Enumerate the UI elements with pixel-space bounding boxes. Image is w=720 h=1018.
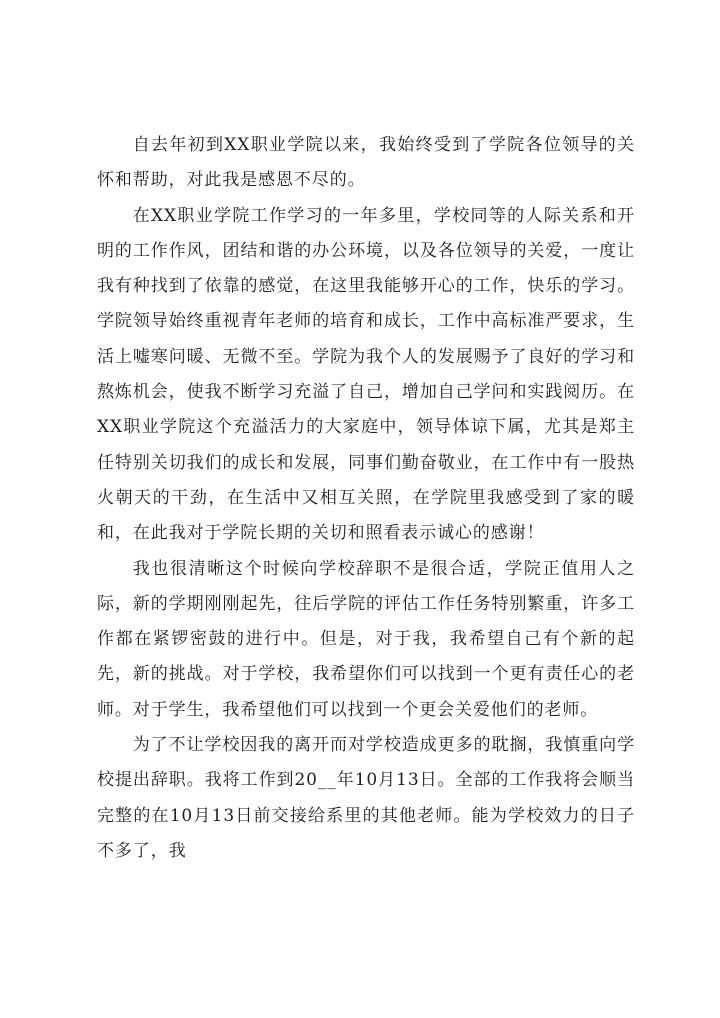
letter-body <box>97 128 635 869</box>
paragraph-resignation-reason: 我也很清晰这个时候向学校辞职不是很合适，学院正值用人之际，新的学期刚刚起先，往后学院的评估工作任务特别繁重，许多工作都在紧锣密鼓的进行中。但是，对于我，我希望自己有个新的起先，新的挑战。对于学校，我希望你们可以找到一个更有责任心的老师。对于学生，我希望他们可以找到一个更会关爱他们的老师。 <box>97 558 635 720</box>
paragraph-gratitude-intro: 自去年初到XX职业学院以来，我始终受到了学院各位领导的关怀和帮助，对此我是感恩不尽的。 <box>97 135 635 191</box>
paragraph-resignation-date: 为了不让学校因我的离开而对学校造成更多的耽搁，我慎重向学校提出辞职。我将工作到20__年10月13日。全部的工作我将会顺当完整的在10月13日前交接给系里的其他老师。能为学校效力的日子不多了，我 <box>97 735 635 861</box>
paragraph-work-experience: 在XX职业学院工作学习的一年多里，学校同等的人际关系和开明的工作作风，团结和谐的办公环境，以及各位领导的关爱，一度让我有种找到了依靠的感觉，在这里我能够开心的工作，快乐的学习。学院领导始终重视青年老师的培育和成长，工作中高标准严要求，生活上嘘寒问暖、无微不至。学院为我个人的发展赐予了良好的学习和熬炼机会，使我不断学习充溢了自己，增加自己学问和实践阅历。在XX职业学院这个充溢活力的大家庭中，领导体谅下属，尤其是郑主任特别关切我们的成长和发展，同事们勤奋敬业，在工作中有一股热火朝天的干劲，在生活中又相互关照，在学院里我感受到了家的暖和，在此我对于学院长期的关切和照看表示诚心的感谢！ <box>97 205 635 544</box>
